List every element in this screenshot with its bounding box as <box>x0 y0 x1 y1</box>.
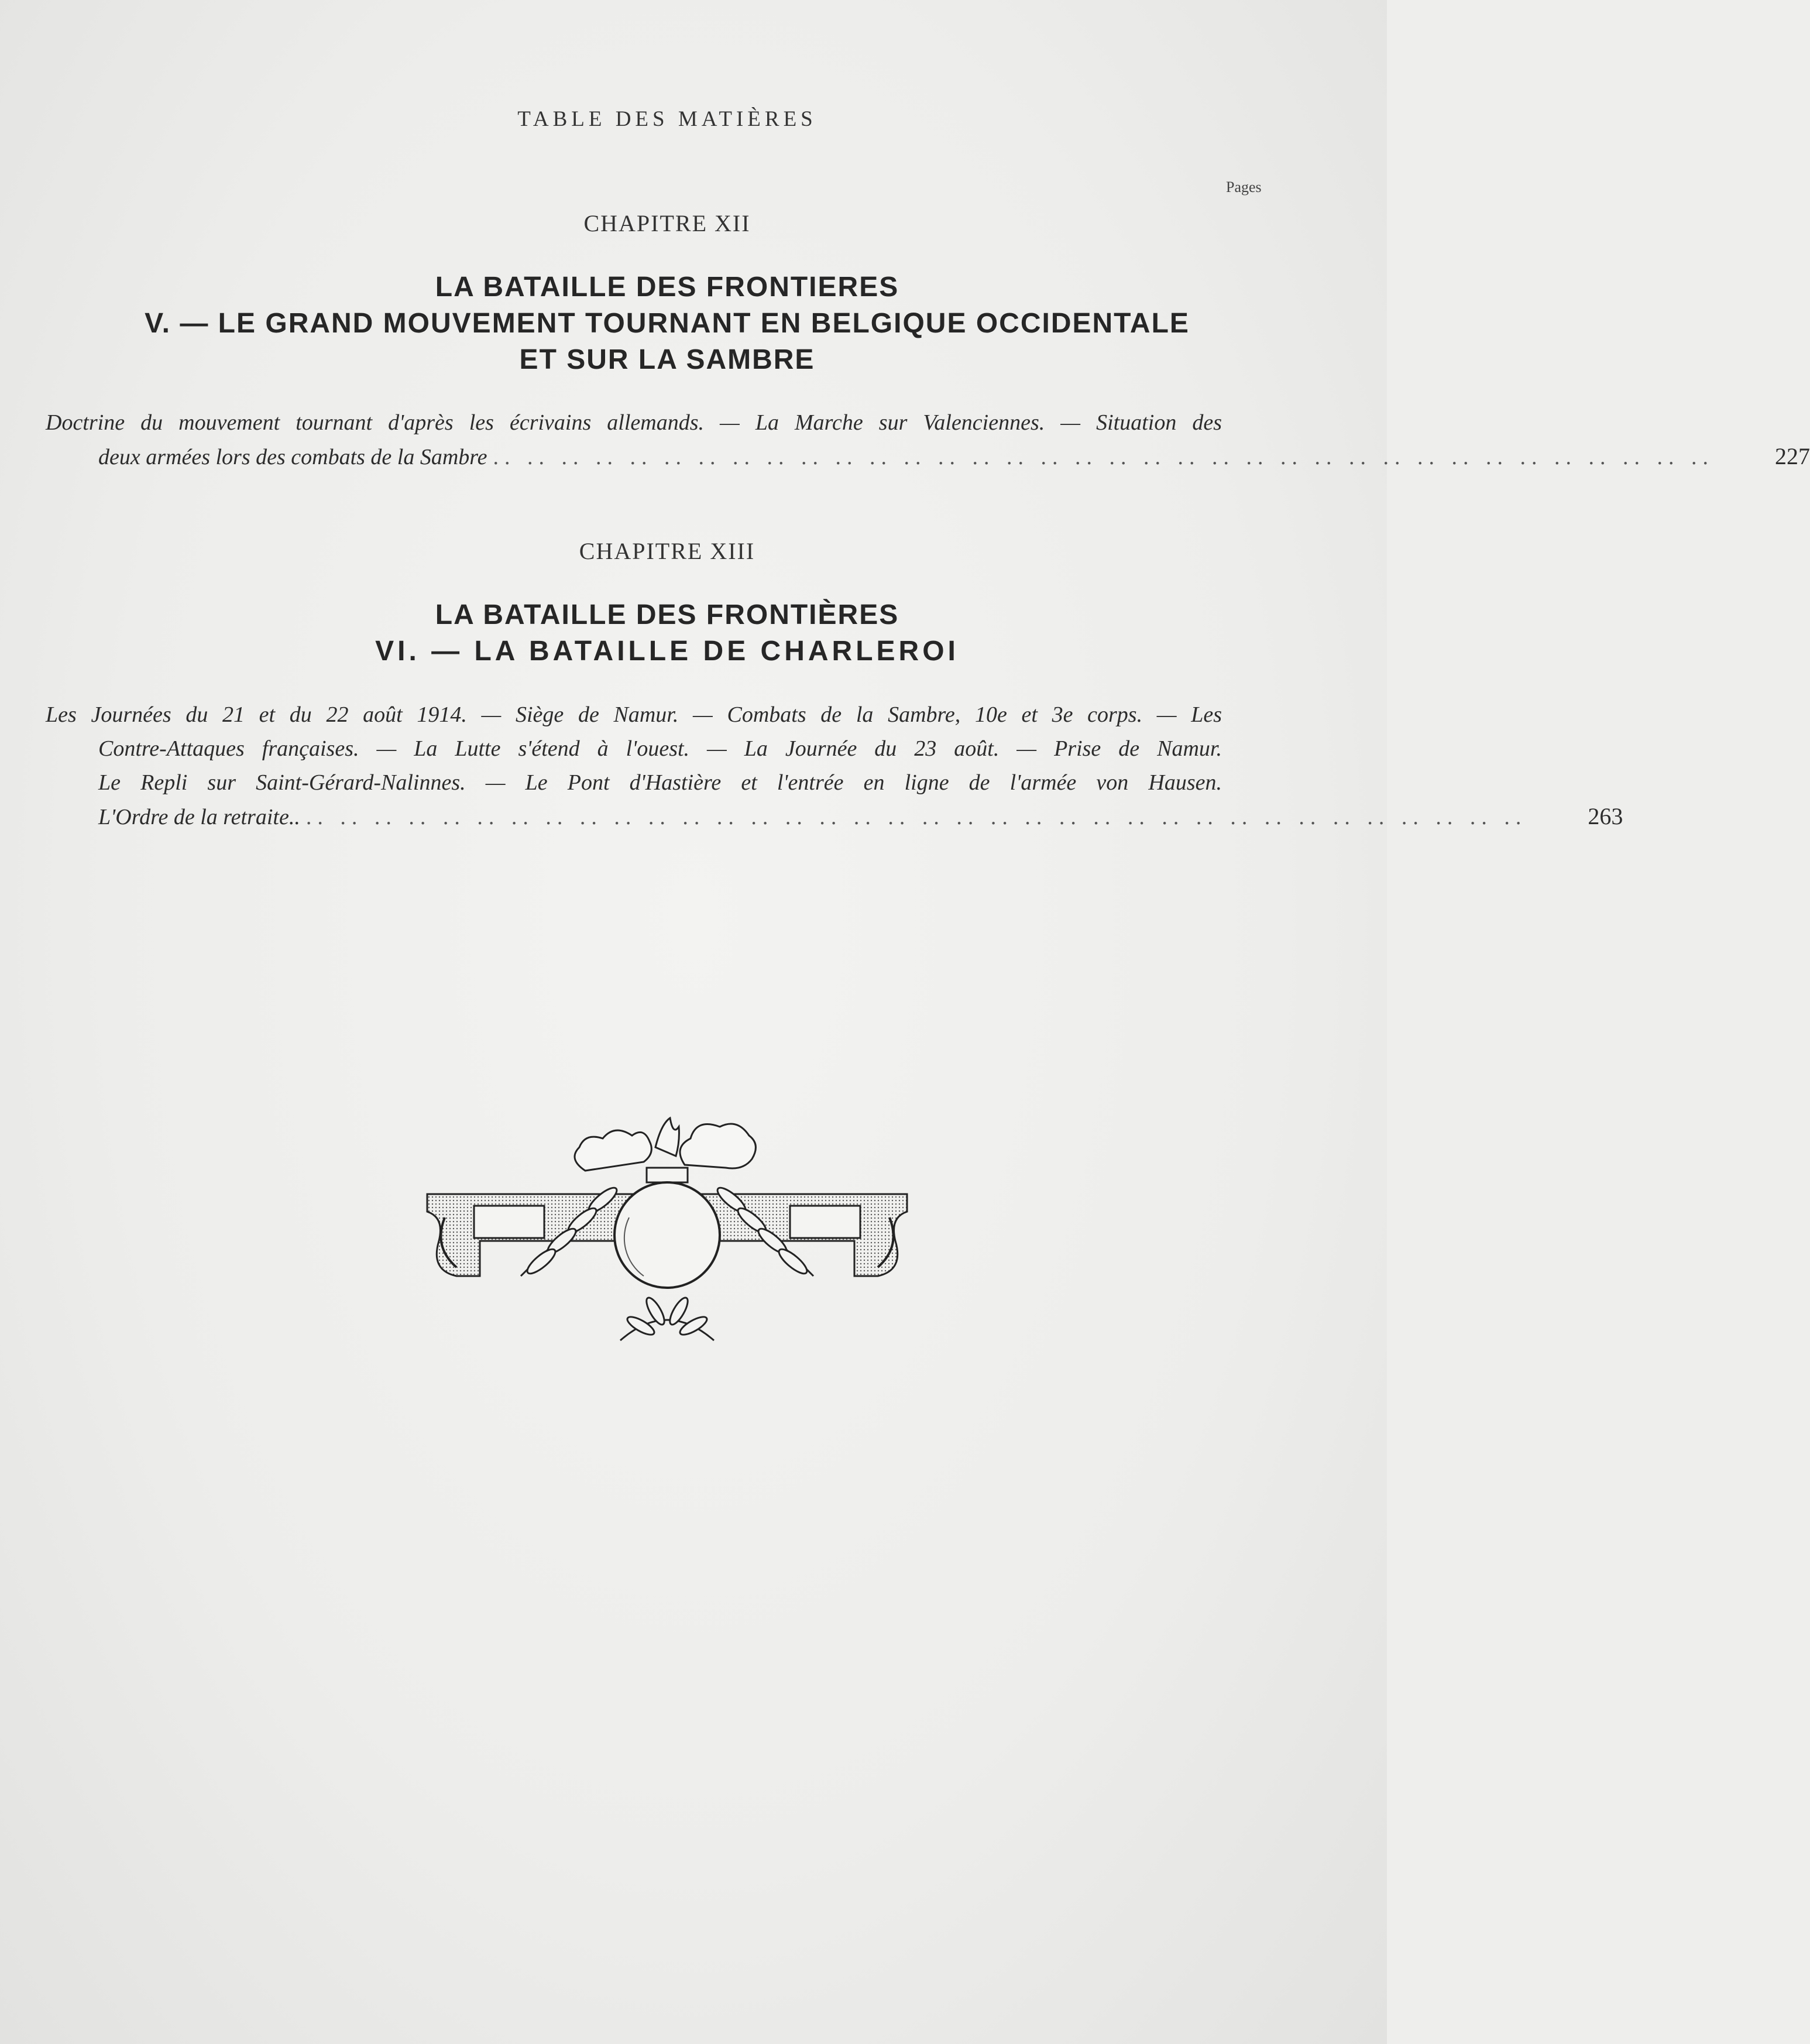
chapter-12-page-number: 227 <box>1775 443 1810 469</box>
chapter-12-entry-line-2: deux armées lors des combats de la Sambre <box>98 445 487 469</box>
chapter-13-title <box>0 597 1334 670</box>
chapter-13-title-line-1: LA BATAILLE DES FRONTIÈRES <box>435 599 899 630</box>
running-head: TABLE DES MATIÈRES <box>517 107 817 131</box>
dot-leader: .. .. .. .. .. .. .. .. .. .. .. .. .. .. .. .. .. .. .. .. .. .. .. .. .. .. .. .. .. .. .. .. .. .. .. .. <box>493 445 1715 469</box>
chapter-12-title <box>0 269 1334 378</box>
chapter-13-page-number: 263 <box>1588 803 1623 829</box>
pages-column-label: Pages <box>1226 179 1262 196</box>
chapter-13-toc-entry <box>46 698 1623 834</box>
chapter-12-toc-entry <box>46 406 1810 474</box>
chapter-12-title-line-1: LA BATAILLE DES FRONTIERES <box>435 272 899 303</box>
chapter-13-label: CHAPITRE XIII <box>579 538 755 564</box>
chapter-13-entry-line-1: Les Journées du 21 et du 22 août 1914. — Siège de Namur. — Combats de la Sambre, 10e et 3e corps. — Les <box>46 702 1222 727</box>
chapter-13-entry-line-4: L'Ordre de la retraite.. <box>98 805 300 829</box>
dot-leader: .. .. .. .. .. .. .. .. .. .. .. .. .. .. .. .. .. .. .. .. .. .. .. .. .. .. .. .. .. .. .. .. .. .. .. .. <box>305 805 1527 829</box>
tailpiece-ornament <box>410 1100 925 1393</box>
chapter-12-entry-line-1: Doctrine du mouvement tournant d'après les écrivains allemands. — La Marche sur Valenciennes. — Situation des <box>46 410 1222 435</box>
chapter-13-entry-last-line <box>46 800 1623 834</box>
chapter-12-label: CHAPITRE XII <box>583 210 751 236</box>
chapter-13-title-line-2: VI. — LA BATAILLE DE CHARLEROI <box>375 636 959 667</box>
chapter-13-entry-line-3: Le Repli sur Saint-Gérard-Nalinnes. — Le Pont d'Hastière et l'entrée en ligne de l'armée von Hausen. <box>98 770 1222 795</box>
chapter-12-title-line-3: ET SUR LA SAMBRE <box>519 344 815 375</box>
chapter-12-entry-last-line <box>46 440 1810 474</box>
chapter-12-title-line-2: V. — LE GRAND MOUVEMENT TOURNANT EN BELGIQUE OCCIDENTALE <box>145 308 1190 339</box>
chapter-13-entry-line-2: Contre-Attaques françaises. — La Lutte s'étend à l'ouest. — La Journée du 23 août. — Prise de Namur. <box>98 736 1222 761</box>
